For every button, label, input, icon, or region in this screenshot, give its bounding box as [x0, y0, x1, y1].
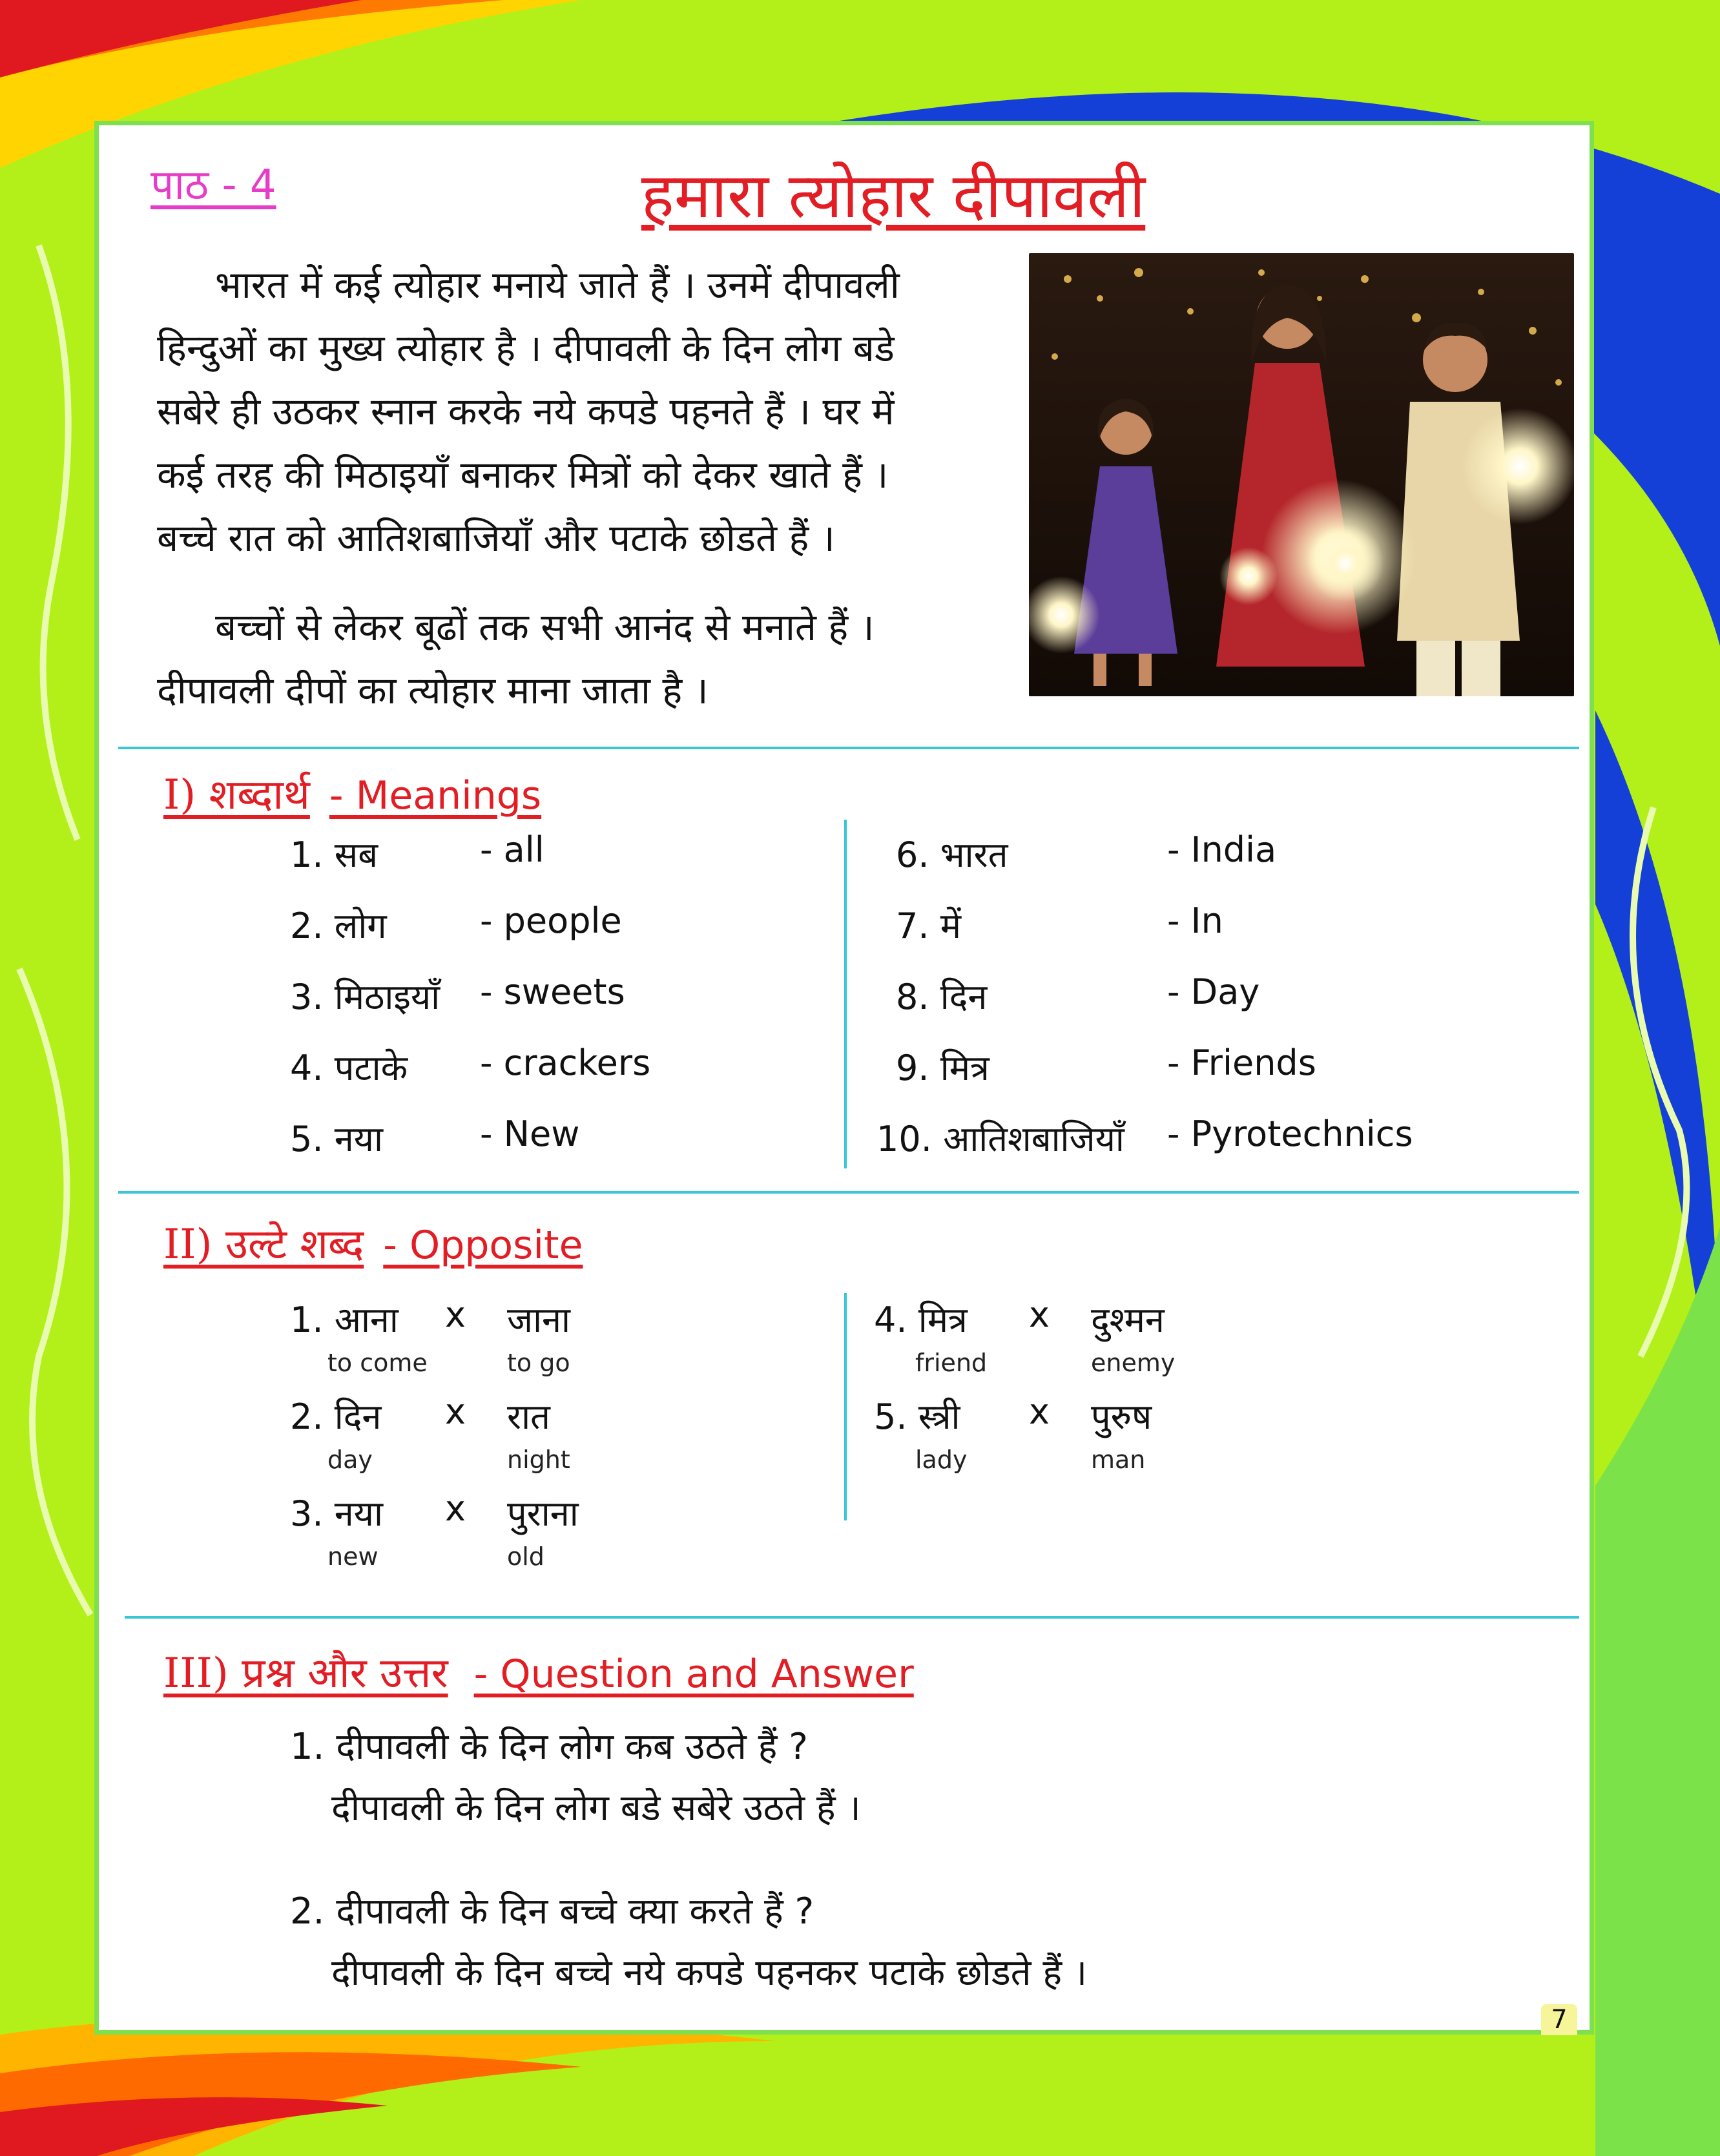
- hindi-opposite: दुश्मन: [1091, 1300, 1165, 1340]
- item-number: 6.: [896, 834, 929, 875]
- hindi-word: मिठाइयाँ: [334, 977, 440, 1017]
- hindi-word: पटाके: [334, 1048, 408, 1088]
- hindi-opposite: जाना: [507, 1300, 571, 1340]
- answer: दीपावली के दिन लोग बडे सबेरे उठते हैं ।: [331, 1787, 861, 1829]
- paragraph-line: बच्चे रात को आतिशबाजियाँ और पटाके छोडते हैं ।: [157, 516, 835, 560]
- hindi-word: में: [940, 906, 961, 946]
- paragraph-line: भारत में कई त्योहार मनाये जाते हैं । उनमें दीपावली: [215, 263, 900, 307]
- divider: [118, 747, 1579, 749]
- english-meaning: - people: [480, 900, 622, 941]
- english-meaning: - Pyrotechnics: [1167, 1114, 1413, 1154]
- content-panel: [94, 121, 1594, 2035]
- meaning-row: [290, 1114, 580, 1161]
- opposites-heading-en: - Opposite: [383, 1223, 583, 1268]
- answer: दीपावली के दिन बच्चे नये कपडे पहनकर पटाके छोडते हैं ।: [331, 1952, 1088, 1994]
- meaning-row: [290, 829, 544, 877]
- item-number: 1.: [290, 1300, 324, 1340]
- opposite-separator: x: [445, 1488, 466, 1529]
- opposite-separator: x: [445, 1391, 466, 1432]
- hindi-word: दिन: [334, 1396, 382, 1437]
- meaning-row: [290, 971, 625, 1019]
- english-gloss: friend: [915, 1349, 988, 1377]
- page-number: 7: [1541, 2004, 1577, 2035]
- item-number: 10.: [876, 1119, 932, 1159]
- hindi-opposite: पुराना: [507, 1493, 579, 1534]
- item-number: 9.: [896, 1048, 929, 1088]
- hindi-word: नया: [334, 1119, 383, 1159]
- item-number: 2.: [290, 906, 324, 946]
- meaning-row: [876, 1114, 1413, 1161]
- hindi-word: दिन: [940, 977, 988, 1017]
- meaning-row: [896, 829, 1277, 877]
- meaning-row: [290, 900, 622, 948]
- item-number: 5.: [290, 1119, 324, 1159]
- hindi-word: सब: [334, 834, 378, 875]
- paragraph-line: सबेरे ही उठकर स्नान करके नये कपडे पहनते हैं । घर में: [157, 389, 895, 433]
- hindi-word: भारत: [940, 834, 1008, 875]
- hindi-word: आना: [334, 1300, 399, 1340]
- opposite-separator: x: [445, 1294, 466, 1335]
- english-gloss: man: [1091, 1446, 1146, 1474]
- divider: [118, 1191, 1579, 1194]
- item-number: 3.: [290, 977, 324, 1017]
- opposites-heading-hi: II) उल्टे शब्द: [163, 1221, 364, 1269]
- opposites-heading: [163, 1214, 583, 1270]
- meanings-heading-hi: I) शब्दार्थ: [163, 771, 310, 819]
- english-gloss: to go: [507, 1349, 570, 1377]
- meaning-row: [290, 1042, 651, 1090]
- column-divider: [844, 1293, 847, 1520]
- qa-heading-hi: III) प्रश्न और उत्तर: [163, 1650, 448, 1697]
- item-number: 5.: [874, 1396, 907, 1437]
- qa-heading: [163, 1643, 914, 1699]
- english-gloss: new: [327, 1542, 378, 1571]
- meaning-row: [896, 1042, 1316, 1090]
- paragraph-line: दीपावली दीपों का त्योहार माना जाता है ।: [157, 669, 709, 712]
- item-number: 1.: [290, 834, 324, 875]
- question: 1. दीपावली के दिन लोग कब उठते हैं ?: [290, 1726, 808, 1768]
- hindi-word: नया: [334, 1493, 383, 1534]
- opposite-separator: x: [1029, 1391, 1050, 1432]
- english-meaning: - crackers: [480, 1042, 651, 1083]
- hindi-word: मित्र: [918, 1300, 968, 1340]
- english-gloss: night: [507, 1446, 570, 1474]
- item-number: 4.: [290, 1048, 324, 1088]
- question: 2. दीपावली के दिन बच्चे क्या करते हैं ?: [290, 1891, 814, 1933]
- english-gloss: enemy: [1091, 1349, 1176, 1377]
- hindi-opposite: रात: [507, 1396, 550, 1437]
- english-meaning: - Friends: [1167, 1042, 1316, 1083]
- english-meaning: - In: [1167, 900, 1223, 941]
- item-number: 3.: [290, 1493, 324, 1534]
- diwali-children-sparklers-photo: [1029, 253, 1574, 696]
- paragraph-line: कई तरह की मिठाइयाँ बनाकर मित्रों को देकर खाते हैं ।: [157, 453, 889, 497]
- qa-heading-en: - Question and Answer: [473, 1652, 914, 1697]
- english-gloss: lady: [915, 1446, 968, 1474]
- meaning-row: [896, 900, 1223, 948]
- english-meaning: - India: [1167, 829, 1277, 870]
- meanings-heading: [163, 765, 541, 821]
- english-meaning: - New: [480, 1114, 580, 1154]
- paragraph-line: हिन्दुओं का मुख्य त्योहार है । दीपावली के दिन लोग बडे: [157, 326, 895, 370]
- hindi-word: स्त्री: [918, 1396, 960, 1437]
- paragraph-2: [157, 596, 1010, 722]
- paragraph-line: बच्चों से लेकर बूढों तक सभी आनंद से मनाते हैं ।: [215, 605, 875, 649]
- item-number: 2.: [290, 1396, 324, 1437]
- item-number: 4.: [874, 1300, 907, 1340]
- meanings-heading-en: - Meanings: [329, 773, 542, 818]
- divider: [125, 1616, 1579, 1619]
- english-gloss: old: [507, 1542, 544, 1571]
- lesson-label: पाठ - 4: [150, 161, 276, 209]
- english-gloss: day: [327, 1446, 373, 1474]
- english-gloss: to come: [327, 1349, 428, 1377]
- hindi-word: लोग: [334, 906, 387, 946]
- item-number: 8.: [896, 977, 929, 1017]
- column-divider: [844, 820, 847, 1168]
- hindi-word: मित्र: [940, 1048, 990, 1088]
- english-meaning: - all: [480, 829, 544, 870]
- page-title: हमारा त्योहार दीपावली: [641, 160, 1146, 232]
- item-number: 7.: [896, 906, 929, 946]
- paragraph-1: [157, 253, 1010, 570]
- opposite-separator: x: [1029, 1294, 1050, 1335]
- english-meaning: - sweets: [480, 971, 625, 1012]
- english-meaning: - Day: [1167, 971, 1260, 1012]
- hindi-opposite: पुरुष: [1091, 1396, 1152, 1437]
- meaning-row: [896, 971, 1260, 1019]
- hindi-word: आतिशबाजियाँ: [943, 1119, 1124, 1159]
